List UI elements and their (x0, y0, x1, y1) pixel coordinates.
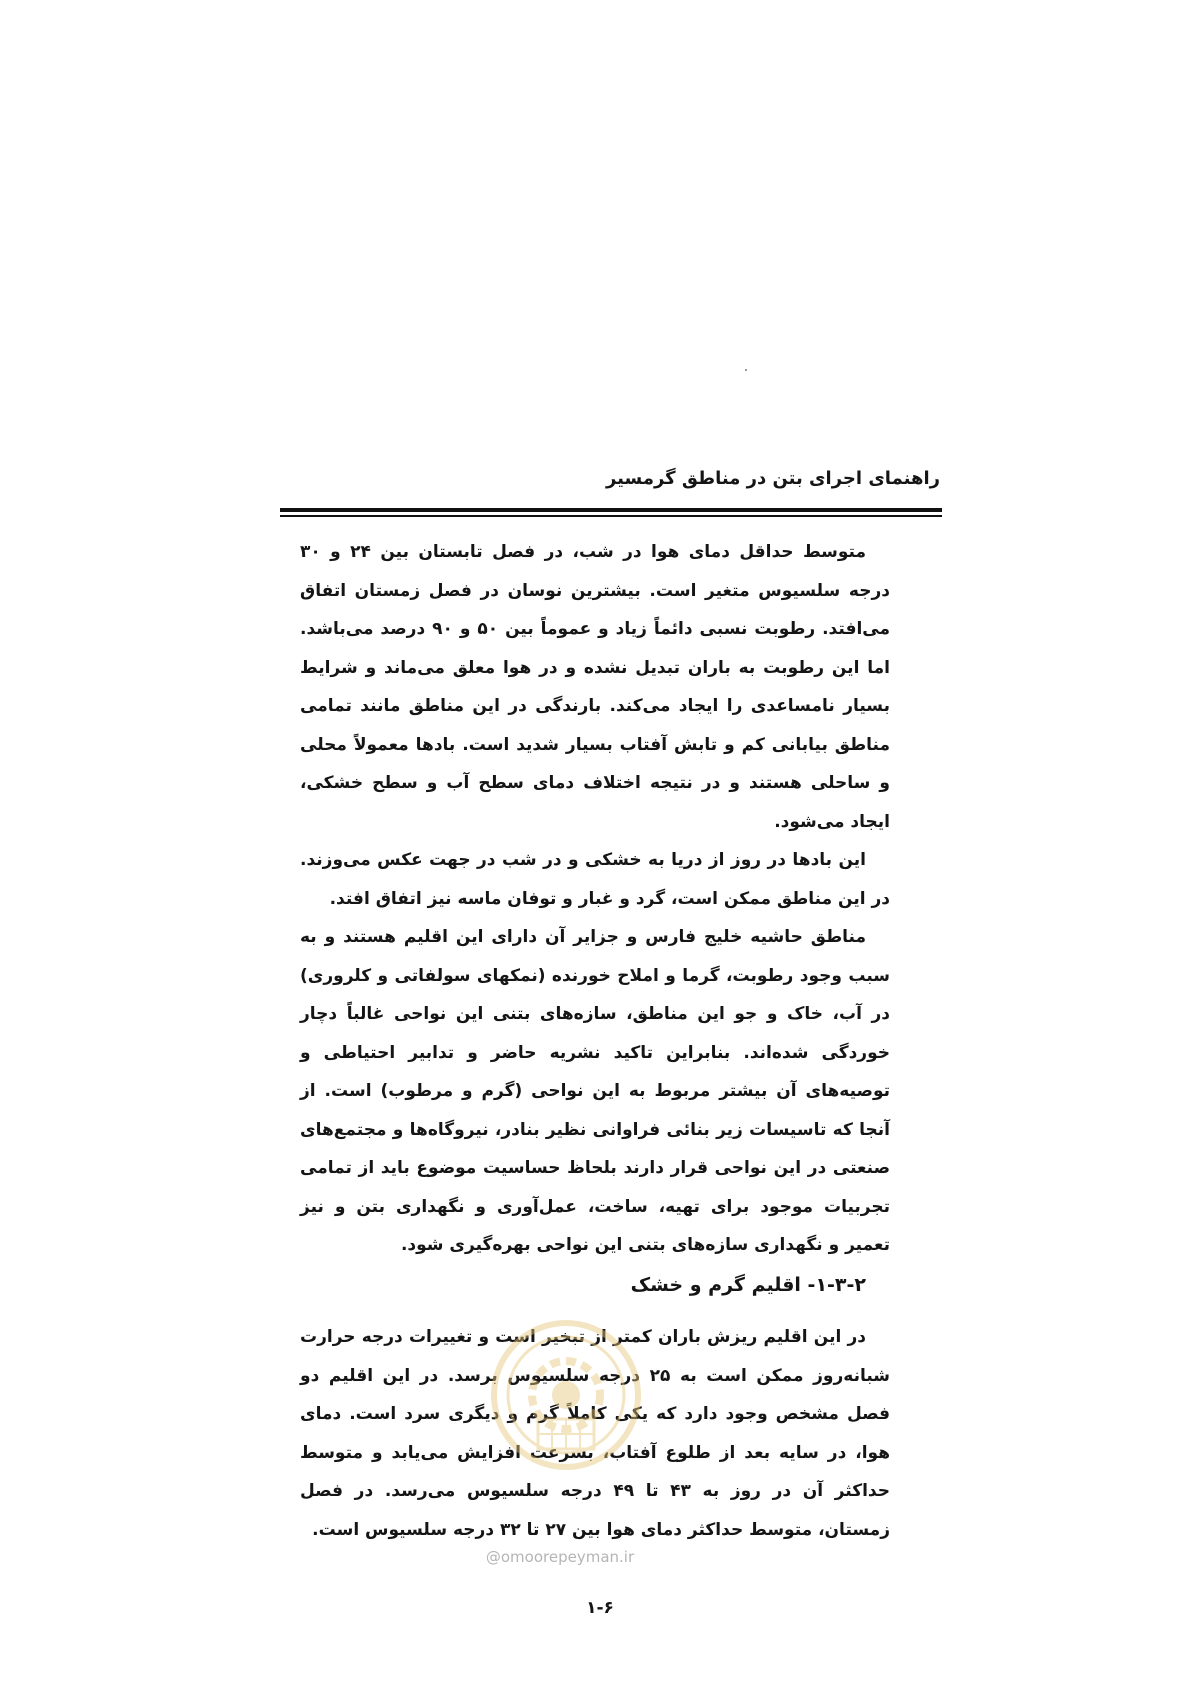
paragraph-1: متوسط حداقل دمای هوا در شب، در فصل تابستان بین ۲۴ و ۳۰ درجه سلسیوس متغیر است. بیشترین نوسان در فصل زمستان اتفاق می‌افتد. رطوبت نسبی دائماً زیاد و عموماً بین ۵۰ و ۹۰ درصد می‌باشد. اما این رطوبت به باران تبدیل نشده و در هوا معلق می‌ماند و شرایط بسیار نامساعدی را ایجاد می‌کند. بارندگی در این مناطق مانند تمامی مناطق بیابانی کم و تابش آفتاب بسیار شدید است. بادها معمولاً محلی و ساحلی هستند و در نتیجه اختلاف دمای سطح آب و سطح خشکی، ایجاد می‌شود. (300, 542, 891, 832)
section-paragraph: در این اقلیم ریزش باران کمتر از تبخیر است و تغییرات درجه حرارت شبانه‌روز ممکن است به ۲۵ درجه سلسیوس برسد. در این اقلیم دو فصل مشخص وجود دارد که یکی کاملاً گرم و دیگری سرد است. دمای هوا، در سایه بعد از طلوع آفتاب، بسرعت افزایش می‌یابد و متوسط حداکثر آن در روز به ۴۳ تا ۴۹ درجه سلسیوس می‌رسد. در فصل زمستان، متوسط حداکثر دمای هوا بین ۲۷ تا ۳۲ درجه سلسیوس است. (300, 1327, 891, 1540)
paragraph-2: این بادها در روز از دریا به خشکی و در شب در جهت عکس می‌وزند. در این مناطق ممکن است، گرد و غبار و توفان ماسه نیز اتفاق افتد. (300, 850, 890, 909)
speck (745, 369, 747, 371)
header-rule-thick (280, 508, 942, 512)
running-header: راهنمای اجرای بتن در مناطق گرمسیر (605, 468, 940, 489)
section-heading: ۱-۳-۲- اقلیم گرم و خشک (630, 1274, 866, 1296)
page-number: ۱-۶ (586, 1598, 614, 1618)
paragraph-3: مناطق حاشیه خلیج فارس و جزایر آن دارای این اقلیم هستند و به سبب وجود رطوبت، گرما و املاح خورنده (نمکهای سولفاتی و کلروری) در آب، خاک و جو این مناطق، سازه‌های بتنی این نواحی غالباً دچار خوردگی شده‌اند. بنابراین تاکید نشریه حاضر و تدابیر احتیاطی و توصیه‌های آن بیشتر مربوط به این نواحی (گرم و مرطوب) است. از آنجا که تاسیسات زیر بنائی فراوانی نظیر بنادر، نیروگاه‌ها و مجتمع‌های صنعتی در این نواحی قرار دارند بلحاظ حساسیت موضوع باید از تمامی تجربیات موجود برای تهیه، ساخت، عمل‌آوری و نگهداری بتن و نیز تعمیر و نگهداری سازه‌های بتنی این نواحی بهره‌گیری شود. (300, 927, 890, 1255)
header-rule-thin (280, 515, 942, 517)
seal-logo-icon (486, 1315, 646, 1475)
watermark-site: @omoorepeyman.ir (485, 1548, 635, 1566)
body-block-1 (300, 533, 890, 1265)
